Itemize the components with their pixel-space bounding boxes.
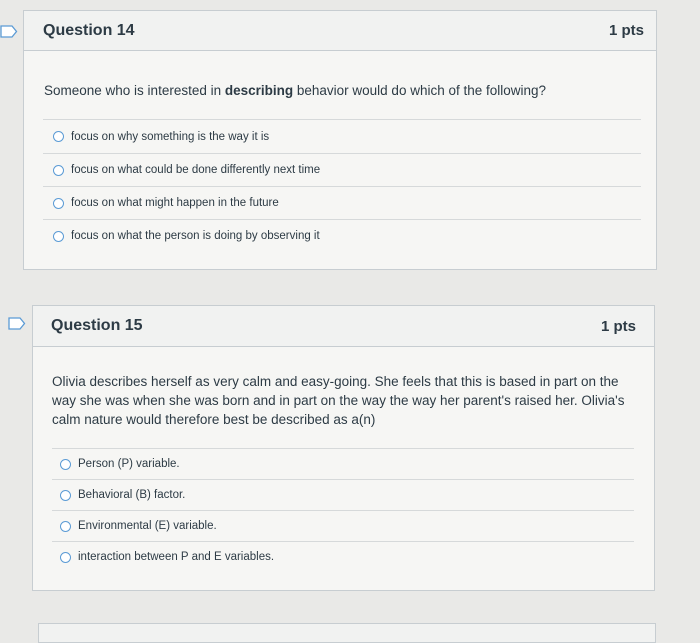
- question-title: Question 15: [51, 317, 143, 334]
- answer-option[interactable]: [52, 479, 634, 510]
- question-header: [24, 11, 656, 51]
- answer-label: Person (P) variable.: [78, 458, 180, 470]
- answer-label: focus on what might happen in the future: [71, 197, 279, 209]
- answer-label: focus on what could be done differently next time: [71, 164, 321, 176]
- answer-option[interactable]: [43, 186, 641, 219]
- flag-question-icon[interactable]: [8, 317, 26, 330]
- question-card: [23, 10, 657, 270]
- radio-button[interactable]: [60, 552, 71, 563]
- answer-label: interaction between P and E variables.: [78, 551, 275, 563]
- radio-button[interactable]: [60, 490, 71, 501]
- radio-button[interactable]: [53, 198, 64, 209]
- answer-label: Environmental (E) variable.: [78, 520, 217, 532]
- answer-label: Behavioral (B) factor.: [78, 489, 186, 501]
- next-question-card: [38, 623, 656, 643]
- question-points: 1 pts: [600, 317, 636, 335]
- question-text: Someone who is interested in describing behavior would do which of the following?: [44, 83, 547, 98]
- flag-question-icon[interactable]: [0, 25, 18, 38]
- answer-option[interactable]: [52, 510, 634, 541]
- question-title: Question 14: [43, 21, 135, 39]
- answer-option[interactable]: [43, 119, 641, 153]
- answer-list: [52, 448, 634, 572]
- radio-button[interactable]: [60, 521, 71, 532]
- answer-label: focus on why something is the way it is: [71, 130, 270, 143]
- question-points: 1 pts: [608, 22, 644, 39]
- answer-option[interactable]: [43, 219, 641, 252]
- answer-label: focus on what the person is doing by observing it: [71, 230, 320, 242]
- answer-list: [43, 119, 641, 252]
- question-card: [32, 305, 655, 591]
- radio-button[interactable]: [60, 459, 71, 470]
- radio-button[interactable]: [53, 231, 64, 242]
- question-text: Olivia describes herself as very calm and easy-going. She feels that this is based in part on the way she was when she was born and in part on the way the way her parent's raised her. Olivia's calm nature would therefore best be described as a(n): [52, 374, 625, 427]
- answer-option[interactable]: [52, 541, 634, 572]
- answer-option[interactable]: [43, 153, 641, 186]
- radio-button[interactable]: [53, 165, 64, 176]
- radio-button[interactable]: [53, 131, 64, 142]
- answer-option[interactable]: [52, 448, 634, 479]
- question-header: [33, 306, 654, 347]
